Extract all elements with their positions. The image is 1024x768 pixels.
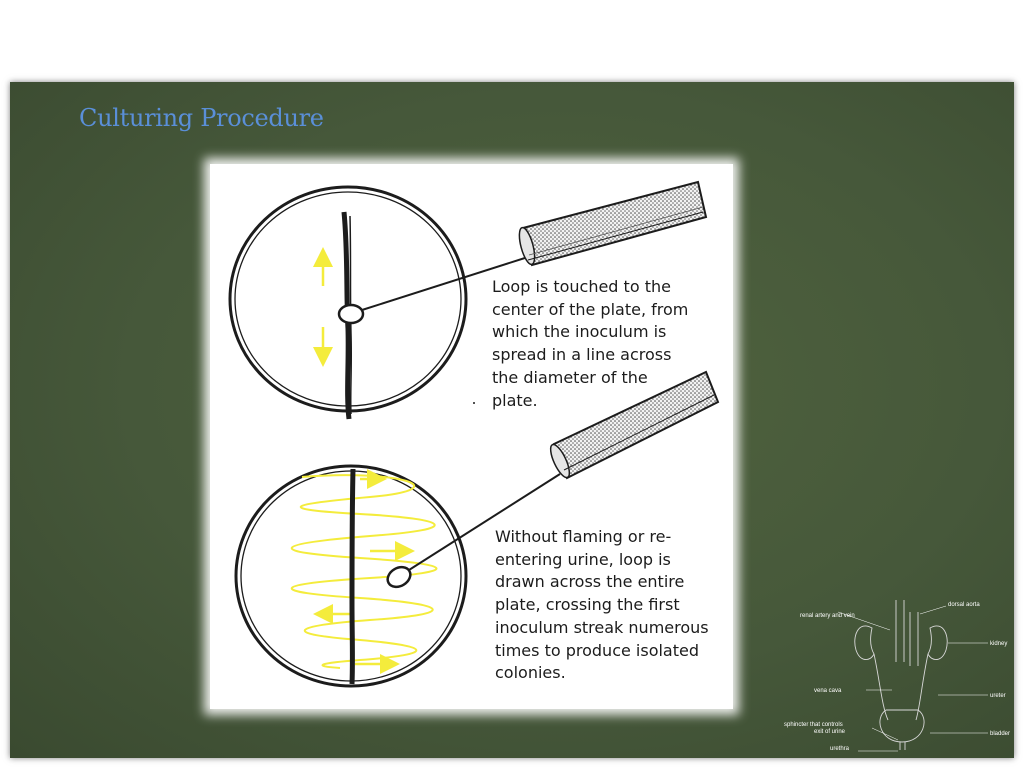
label-vena-cava: vena cava: [814, 688, 842, 694]
label-renal-artery-vein: renal artery and vein: [800, 613, 855, 619]
inoculum-streak-vertical-step2: [352, 469, 353, 684]
urethra-shape: [900, 742, 905, 750]
label-urethra: urethra: [830, 746, 850, 752]
label-sphincter-line2: exit of urine: [814, 729, 846, 735]
culturing-figure: [210, 164, 733, 709]
label-sphincter-line1: sphincter that controls: [784, 722, 843, 728]
dorsal-aorta-shape: [896, 600, 904, 662]
slide-title: Culturing Procedure: [79, 104, 324, 132]
label-ureter: ureter: [990, 693, 1006, 699]
label-dorsal-aorta: dorsal aorta: [948, 602, 980, 608]
kidney-right-shape: [928, 626, 947, 660]
step1-caption: Loop is touched to the center of the plate, from which the inoculum is spread in a line across the diameter of the plate.: [492, 277, 689, 410]
kidney-left-shape: [855, 626, 874, 660]
urinary-system-diagram: [770, 592, 1014, 752]
vena-cava-shape: [910, 612, 918, 666]
slide-background: [10, 82, 1014, 758]
loop-handle-step1: [516, 182, 706, 266]
stray-dot: [473, 402, 475, 404]
label-bladder: bladder: [990, 731, 1011, 737]
label-kidney: kidney: [990, 641, 1008, 647]
step2-caption: Without flaming or re- entering urine, loop is drawn across the entire plate, crossing the first inoculum streak numerous times to produce isolated colonies.: [495, 527, 709, 683]
